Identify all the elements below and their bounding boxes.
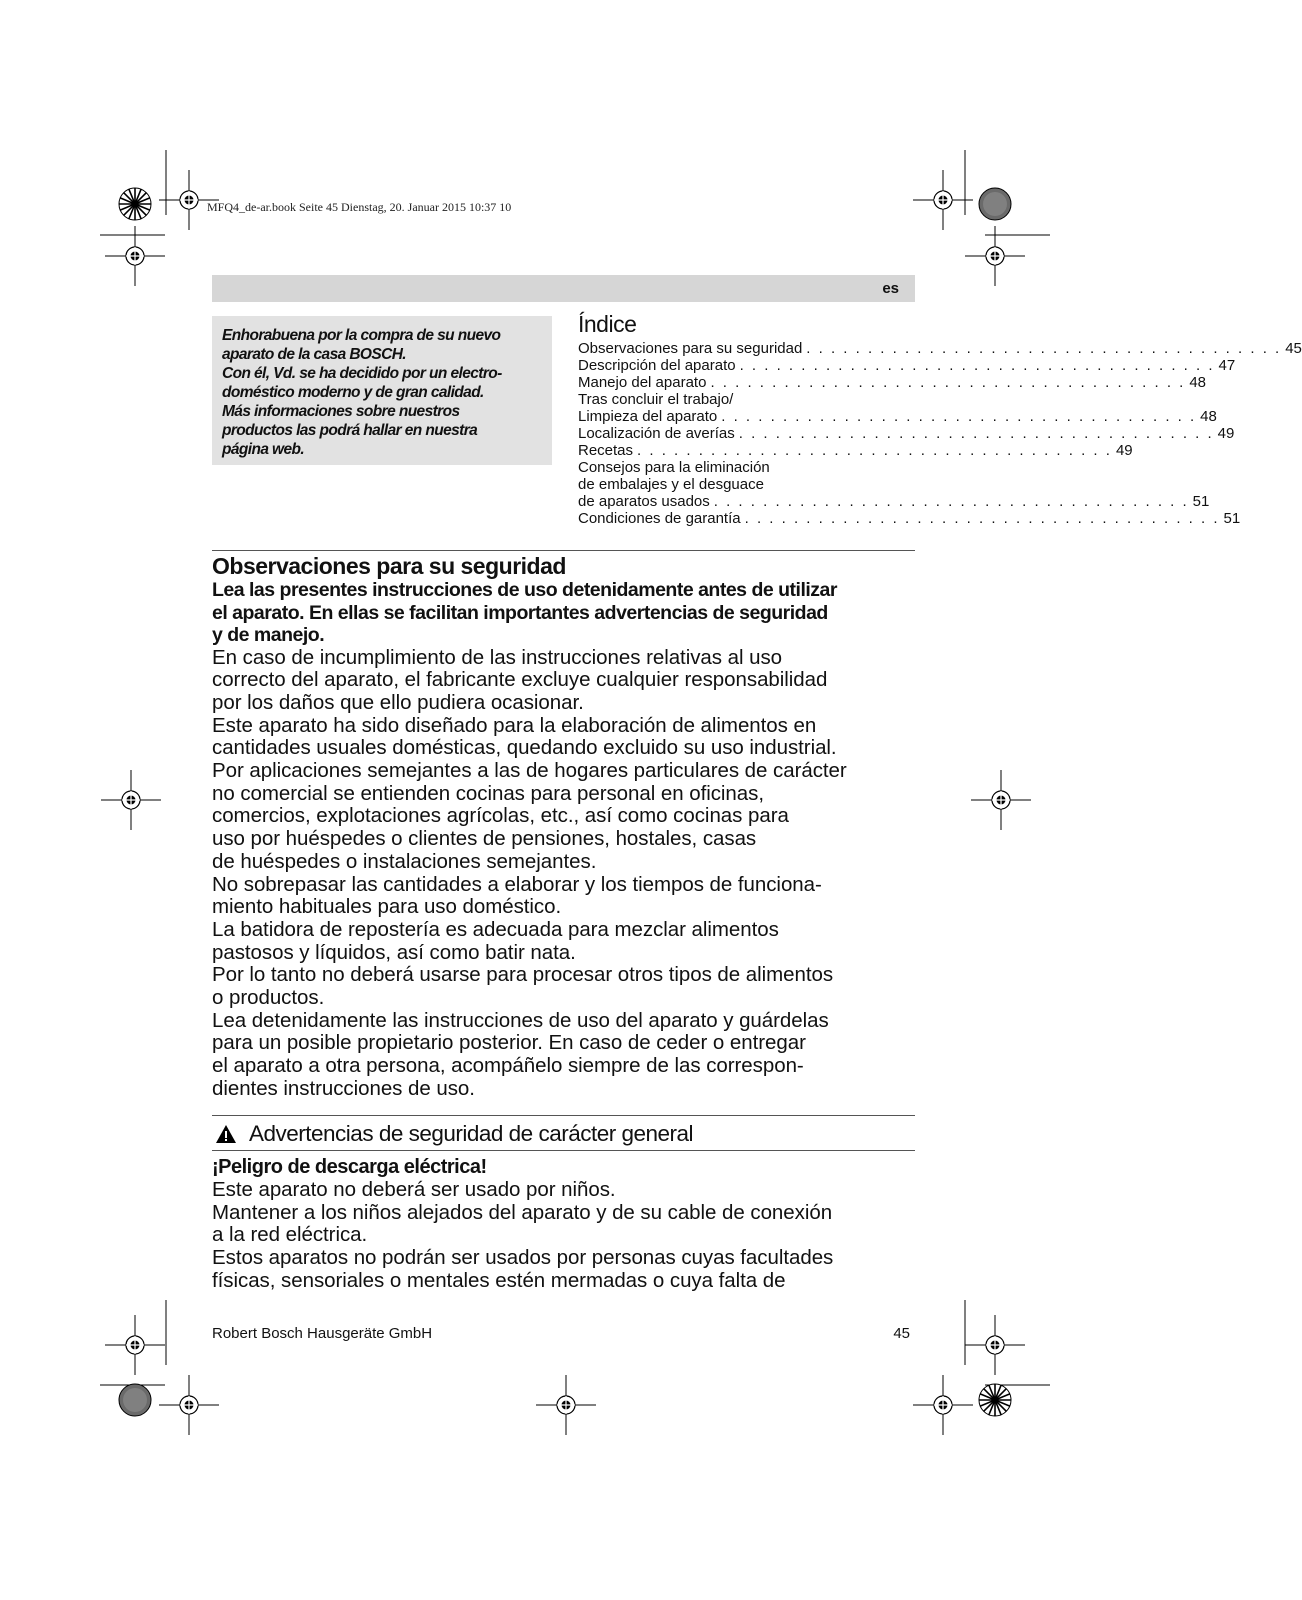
body-line: miento habituales para uso doméstico. — [212, 895, 562, 919]
body-line: La batidora de repostería es adecuada para mezclar alimentos — [212, 917, 779, 941]
body-line: Estos aparatos no podrán ser usados por personas cuyas facultades — [212, 1246, 834, 1270]
toc-item: de embalajes y el desguace — [578, 476, 764, 493]
body-line: no comercial se entienden cocinas para personal en oficinas, — [212, 781, 764, 805]
toc-item[interactable]: Descripción del aparato . . . . . . . . . . . . . . . . . . . . . . . . . . . . . . . . . . . . . . . 47 — [578, 357, 1236, 374]
body-line: En caso de incumplimiento de las instrucciones relativas al uso — [212, 645, 782, 669]
danger-subtitle: ¡Peligro de descarga eléctrica! — [212, 1156, 487, 1178]
toc-item[interactable]: Manejo del aparato . . . . . . . . . . . . . . . . . . . . . . . . . . . . . . . . . . . . . . . 48 — [578, 374, 1207, 391]
body-line: Por lo tanto no deberá usarse para procesar otros tipos de alimentos — [212, 963, 834, 987]
intro-box — [212, 316, 552, 465]
toc-item[interactable]: Condiciones de garantía . . . . . . . . . . . . . . . . . . . . . . . . . . . . . . . . . . . . . . . 51 — [578, 510, 1241, 527]
body-line: No sobrepasar las cantidades a elaborar y los tiempos de funciona- — [212, 872, 822, 896]
body-line: Lea detenidamente las instrucciones de uso del aparato y guárdelas — [212, 1008, 829, 1032]
lead-line: Lea las presentes instrucciones de uso detenidamente antes de utilizar — [212, 579, 837, 601]
body-line: pastosos y líquidos, así como batir nata. — [212, 940, 576, 964]
lead-line: y de manejo. — [212, 624, 325, 646]
intro-line: aparato de la casa BOSCH. — [222, 346, 406, 363]
toc-title: Índice — [578, 311, 637, 337]
intro-line: productos las podrá hallar en nuestra — [222, 422, 478, 439]
body-line: el aparato a otra persona, acompáñelo siempre de las correspon- — [212, 1054, 804, 1078]
warning-triangle-icon — [215, 1124, 237, 1144]
intro-line: página web. — [222, 441, 305, 458]
body-line: correcto del aparato, el fabricante excluye cualquier responsabilidad — [212, 668, 828, 692]
body-line: dientes instrucciones de uso. — [212, 1076, 475, 1100]
intro-text — [222, 326, 542, 459]
safety-lead — [212, 579, 917, 647]
footer-page-number: 45 — [893, 1325, 910, 1342]
general-warnings-heading — [212, 1121, 915, 1147]
lead-line: el aparato. En ellas se facilitan importantes advertencias de seguridad — [212, 601, 828, 624]
body-line: Mantener a los niños alejados del aparato y de su cable de conexión — [212, 1200, 833, 1224]
body-line: a la red eléctrica. — [212, 1223, 368, 1247]
toc-item[interactable]: Observaciones para su seguridad . . . . . . . . . . . . . . . . . . . . . . . . . . . . . . . . . . . . . . . 45 — [578, 340, 1302, 357]
intro-line: Con él, Vd. se ha decidido por un electro- — [222, 365, 502, 382]
section-divider — [212, 550, 915, 551]
body-line: o productos. — [212, 986, 325, 1010]
safety-title: Observaciones para su seguridad — [212, 553, 566, 579]
body-line: cantidades usuales domésticas, quedando excluido su uso industrial. — [212, 736, 837, 760]
toc-item[interactable]: Recetas . . . . . . . . . . . . . . . . . . . . . . . . . . . . . . . . . . . . . . . 49 — [578, 442, 1133, 459]
intro-line: Enhorabuena por la compra de su nuevo — [222, 327, 501, 344]
body-line: por los daños que ello pudiera ocasionar. — [212, 690, 584, 714]
body-line: Por aplicaciones semejantes a las de hogares particulares de carácter — [212, 759, 847, 783]
electric-shock-section — [212, 1156, 917, 1293]
body-line: Este aparato no deberá ser usado por niños. — [212, 1178, 616, 1201]
body-line: uso por huéspedes o clientes de pensiones, hostales, casas — [212, 827, 757, 851]
intro-line: Más informaciones sobre nuestros — [222, 403, 460, 420]
body-line: de huéspedes o instalaciones semejantes. — [212, 849, 597, 873]
body-line: para un posible propietario posterior. En caso de ceder o entregar — [212, 1031, 806, 1055]
general-warnings-title: Advertencias de seguridad de carácter general — [249, 1121, 694, 1146]
body-line: físicas, sensoriales o mentales estén mermadas o cuya falta de — [212, 1268, 786, 1292]
toc-item[interactable]: Limpieza del aparato . . . . . . . . . . . . . . . . . . . . . . . . . . . . . . . . . . . . . . . 48 — [578, 408, 1217, 425]
toc-item: Consejos para la eliminación — [578, 459, 770, 476]
language-bar — [212, 275, 915, 302]
print-info: MFQ4_de-ar.book Seite 45 Dienstag, 20. Januar 2015 10:37 10 — [207, 200, 512, 214]
safety-body — [212, 647, 917, 1101]
body-line: comercios, explotaciones agrícolas, etc., así como cocinas para — [212, 804, 789, 828]
table-of-contents — [578, 311, 1302, 527]
intro-line: doméstico moderno y de gran calidad. — [222, 384, 484, 401]
section-divider — [212, 1150, 915, 1151]
safety-section — [212, 553, 917, 1101]
footer-company: Robert Bosch Hausgeräte GmbH — [212, 1325, 433, 1342]
section-divider — [212, 1115, 915, 1116]
toc-item[interactable]: de aparatos usados . . . . . . . . . . . . . . . . . . . . . . . . . . . . . . . . . . . . . . . 51 — [578, 493, 1210, 510]
body-line: Este aparato ha sido diseñado para la elaboración de alimentos en — [212, 713, 817, 737]
toc-item[interactable]: Localización de averías . . . . . . . . . . . . . . . . . . . . . . . . . . . . . . . . . . . . . . . 49 — [578, 425, 1235, 442]
toc-item: Tras concluir el trabajo/ — [578, 391, 734, 408]
language-code: es — [882, 280, 899, 297]
